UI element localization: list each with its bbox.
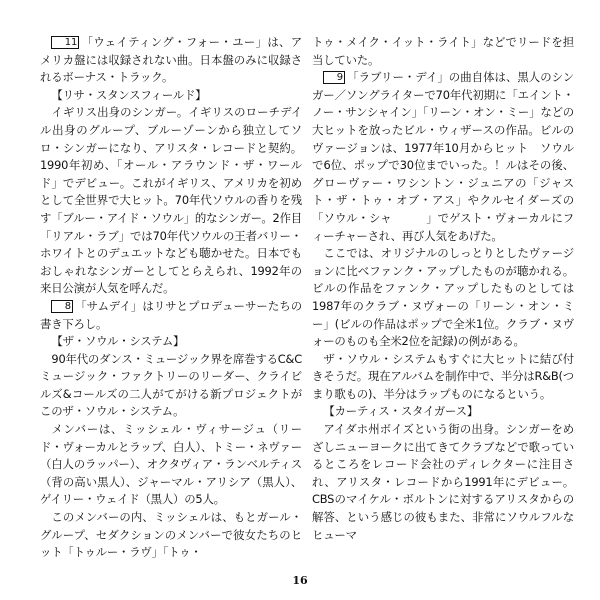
paragraph — [312, 69, 574, 245]
track-number-box: 9 — [323, 71, 345, 84]
paragraph — [40, 34, 302, 87]
paragraph — [312, 351, 574, 404]
paragraph-text: アイダホ州ボイズという街の出身。シンガーをめざしニューヨークに出てきてクラブなどで歌っているところをレコード会社のディレクターに注目され、アリスタ・レコードから1991年にデビュー。CBSのマイケル・ボルトンに対するアリスタからの解答、という感じの彼もまた、非常にソウルフルなヒューマ — [312, 422, 574, 542]
paragraph — [40, 421, 302, 509]
heading-text: 【カーティス・スタイガース】 — [323, 404, 479, 419]
paragraph — [40, 509, 302, 562]
left-column — [40, 34, 302, 562]
paragraph-text: 「ラブリー・デイ」の曲自体は、黒人のシンガー／ソングライターで70年代初期に「エイント・ノー・サンシャイン」「リーン・オン・ミー」などの大ヒットを放ったビル・ウィザースの作品。ビルのヴァージョンは、1977年10月からヒット ソウルで6位、ポップで30位までいった。！ルはその後、グローヴァー・ワシントン・ジュニアの「ジャスト・ザ・トゥ・オブ・アス」やクルセイダーズの「ソウル・シャ 」でゲスト・ヴォーカルにフィーチャーされ、再び人気をあげた。 — [312, 70, 574, 243]
paragraph — [40, 104, 302, 298]
paragraph-text: 「ウェイティング・フォー・ユー」は、アメリカ盤には収録されない曲。日本盤のみに収録されるボーナス・トラック。 — [40, 35, 302, 85]
section-heading — [312, 403, 574, 421]
paragraph — [312, 421, 574, 544]
paragraph-text: トゥ・メイク・イット・ライト」などでリードを担当していた。 — [312, 35, 574, 67]
paragraph-text: ザ・ソウル・システムもすぐに大ヒットに結び付きそうだ。現在アルバムを制作中で、半分はR&B(つまり歌もの)、半分はラップものになるという。 — [312, 351, 574, 401]
heading-text: 【リサ・スタンスフィールド】 — [51, 87, 207, 102]
paragraph-text: メンバーは、ミッシェル・ヴィサージュ（リード・ヴォーカルとラップ、白人）、トミー・ネヴァー（白人のラッパー）、オクタヴィア・ランベルティス（背の高い黒人）、ジャーマル・アリシア（黒人）、ゲイリー・ウェイド（黒人）の5人。 — [40, 422, 302, 507]
section-heading — [40, 87, 302, 105]
paragraph — [40, 298, 302, 333]
right-column — [312, 34, 574, 544]
track-number-box: 8 — [51, 300, 73, 313]
track-number-box: 11 — [51, 36, 79, 49]
section-heading — [40, 333, 302, 351]
paragraph-text: このメンバーの内、ミッシェルは、もとガール・グループ、セダクションのメンバーで彼女たちのヒット「トゥルー・ラヴ」「トゥ・ — [40, 510, 302, 560]
paragraph-text: イギリス出身のシンガー。イギリスのローチデイル出身のグループ、ブルーゾーンから独立してソロ・シンガーになり、アリスタ・レコードと契約。1990年初め、「オール・アラウンド・ザ・ワールド」でデビュー。これがイギリス、アメリカを初めとして全世界で大ヒット。70年代ソウルの香りを残す「ブルー・アイド・ソウル」的なシンガー。2作目「リアル・ラブ」では70年代ソウルの王者バリー・ホワイトとのデュエットなども聴かせた。日本でもおしゃれなシンガーとしてとらえられ、1992年の来日公演が人気を呼んだ。 — [40, 105, 302, 296]
paragraph — [312, 245, 574, 351]
paragraph-text: 「サムデイ」はリサとプロデューサーたちの書き下ろし。 — [40, 298, 302, 331]
paragraph-text: 90年代のダンス・ミュージック界を席巻するC&Cミュージック・ファクトリーのリーダー、クライビルズ&コールズの二人がてがける新プロジェクトがこのザ・ソウル・システム。 — [40, 351, 302, 419]
paragraph — [312, 34, 574, 69]
paragraph-text: ここでは、オリジナルのしっとりとしたヴァージョンに比べファンク・アップしたものが聴かれる。ビルの作品をファンク・アップしたものとしては1987年のクラブ・ヌヴォーの「リーン・オン・ミー」(ビルの作品はポップで全米1位。クラブ・ヌヴォーのものも全米2位を記録)の例がある。 — [312, 246, 574, 349]
paragraph — [40, 351, 302, 421]
page-number: 16 — [292, 574, 308, 587]
heading-text: 【ザ・ソウル・システム】 — [51, 334, 185, 349]
